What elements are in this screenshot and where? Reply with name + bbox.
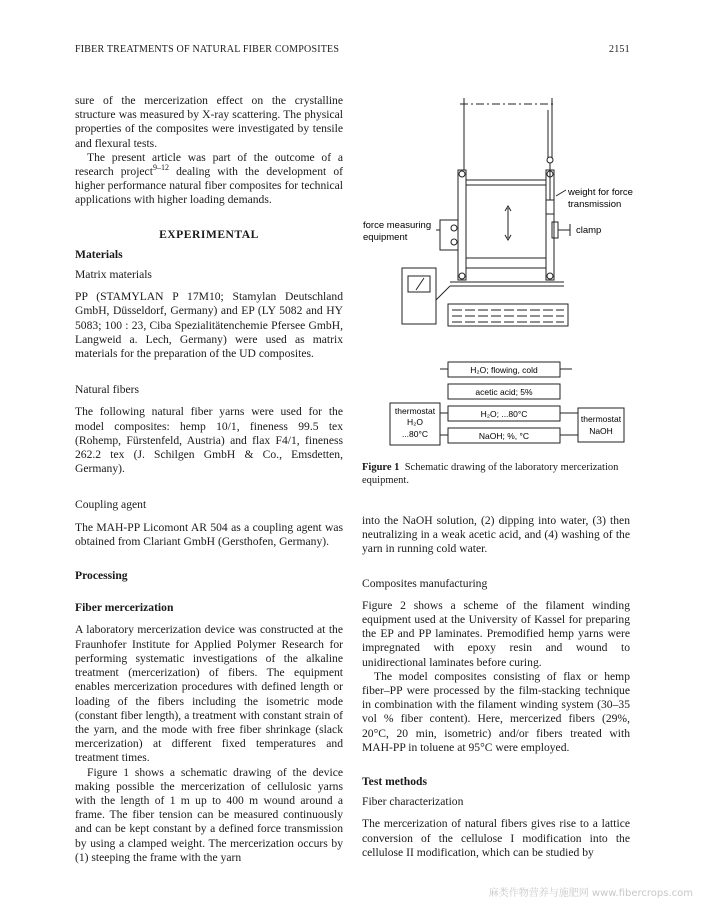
label-force-2: equipment	[363, 232, 408, 243]
paragraph: PP (STAMYLAN P 17M10; Stamylan Deutschland GmbH, Düsseldorf, Germany) and EP (LY 5082 and HY 5083; 100 : 23, Ciba Spezialitätenchemie Pfersee GmbH, Langweid a. Lech, Germany) were used as matrix materials for the preparation of the UD composites.	[75, 290, 343, 361]
box-acetic: acetic acid; 5%	[475, 387, 533, 397]
subsection-heading: Materials	[75, 247, 123, 261]
box-water-hot: H₂O; ...80°C	[480, 409, 528, 419]
paragraph: A laboratory mercerization device was constructed at the Fraunhofer Institute for Applied Polymer Research for performing systematic investigations of the alkaline treatment (mercerization) of fibers. The equipment enables mercerization procedures with defined length or loading of the fibers including the isometric mode (constant fiber length), a treatment with constant strain of the yarn, and the mode with free fiber shrinkage (slack mercerization) at different fixed temperatures and treatment times.	[75, 623, 343, 765]
paragraph: into the NaOH solution, (2) dipping into water, (3) then neutralizing in a weak acetic acid, and (4) washing of the yarn in running cold water.	[362, 514, 630, 556]
thermostat-right: thermostat	[580, 414, 622, 424]
paragraph: sure of the mercerization effect on the crystalline structure was measured by X-ray scattering. The physical properties of the composites were investigated by tensile and flexural tests.	[75, 94, 343, 150]
figure-1-schematic	[360, 90, 660, 460]
subsubsection-heading: Matrix materials	[75, 268, 152, 282]
thermostat-left: thermostat	[394, 406, 436, 416]
thermostat-left-medium: H₂O	[406, 417, 424, 427]
box-water-cold: H₂O; flowing, cold	[470, 365, 538, 375]
watermark: 麻类作物营养与施肥网 www.fibercrops.com	[488, 888, 693, 899]
running-title: FIBER TREATMENTS OF NATURAL FIBER COMPOSITES	[75, 44, 340, 55]
label-weight-2: transmission	[568, 199, 622, 210]
subsection-heading: Fiber mercerization	[75, 601, 174, 615]
label-weight: weight for force	[568, 187, 633, 198]
subsection-heading: Test methods	[362, 775, 427, 789]
paragraph: The MAH-PP Licomont AR 504 as a coupling agent was obtained from Clariant GmbH (Gersthofen, Germany).	[75, 520, 343, 548]
subsubsection-heading: Composites manufacturing	[362, 576, 488, 590]
box-naoh: NaOH; %, °C	[478, 431, 530, 441]
figure-caption: Figure 1 Schematic drawing of the laboratory mercerization equipment.	[362, 462, 619, 486]
label-force: force measuring	[363, 220, 432, 231]
paragraph: The present article was part of the outcome of a research project$^{9-12}$ dealing with the development of higher performance natural fiber composites for technical applications with higher loading demands.	[75, 150, 344, 207]
paragraph: The mercerization of natural fibers gives rise to a lattice conversion of the cellulose I modification into the cellulose II modification, which can be studied by	[362, 817, 630, 859]
subsubsection-heading: Natural fibers	[75, 383, 140, 397]
thermostat-left-temp: ...80°C	[401, 429, 429, 439]
thermostat-right-medium: NaOH	[589, 426, 613, 436]
right-column	[362, 514, 630, 860]
paragraph: Figure 2 shows a scheme of the filament winding equipment used at the University of Kassel for preparing the EP and PP laminates. Premodified hemp yarns were impregnated with epoxy resin and wound to unidirectional laminates before curing.	[362, 598, 630, 669]
paragraph: Figure 1 shows a schematic drawing of the device making possible the mercerization of cellulosic yarns with the length of 1 m up to 400 m wound around a frame. The fiber tension can be measured continuously and can be kept constant by a defined force transmission by using a clamped weight. The mercerization occurs by (1) steeping the frame with the yarn	[75, 765, 343, 864]
left-column	[75, 94, 343, 865]
paragraph: The following natural fiber yarns were used for the model composites: hemp 10/1, fineness 99.5 tex (Rohemp, Fürstenfeld, Austria) and flax F4/1, fineness 262.2 tex (J. Schilgen GmbH & Co., Emsdetten, Germany).	[75, 405, 343, 476]
section-heading: EXPERIMENTAL	[159, 227, 259, 241]
subsubsection-heading: Coupling agent	[75, 498, 147, 512]
subsubsection-heading: Fiber characterization	[362, 795, 464, 809]
subsection-heading: Processing	[75, 569, 128, 583]
page-number: 2151	[609, 44, 630, 55]
label-clamp: clamp	[576, 225, 602, 236]
paragraph: The model composites consisting of flax or hemp fiber–PP were processed by the film-stacking technique in combination with the filament winding system (30–35 vol % fiber content). Here, mercerized fibers (29%, 20°C, 20 min, isometric) and/or fibers treated with MAH-PP in toluene at 95°C were employed.	[362, 669, 630, 754]
